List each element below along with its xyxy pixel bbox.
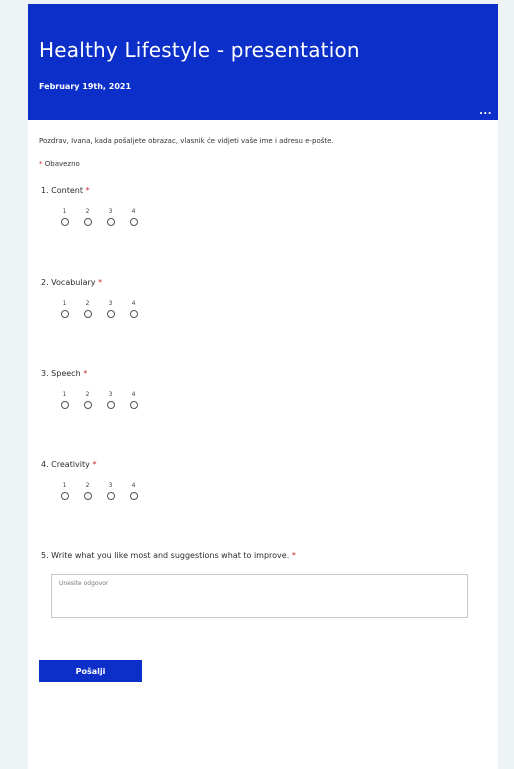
rating-label: 1 <box>62 208 67 215</box>
question-title <box>41 551 296 560</box>
rating-radio[interactable] <box>61 401 69 409</box>
rating-radio[interactable] <box>84 218 92 226</box>
question-title <box>41 278 145 287</box>
question-title-text: 1. Content <box>41 186 83 195</box>
question-title-text: 2. Vocabulary <box>41 278 96 287</box>
rating-label: 3 <box>108 482 113 489</box>
rating-label: 4 <box>131 208 136 215</box>
rating-option[interactable] <box>122 208 145 226</box>
rating-radio[interactable] <box>107 492 115 500</box>
rating-radio[interactable] <box>130 492 138 500</box>
question-vocabulary <box>41 278 145 318</box>
intro-text: Pozdrav, Ivana, kada pošaljete obrazac, vlasnik će vidjeti vaše ime i adresu e-pošte. <box>39 137 334 145</box>
question-content <box>41 186 145 226</box>
rating-option[interactable] <box>76 300 99 318</box>
rating-radio[interactable] <box>130 310 138 318</box>
form-header <box>28 4 498 120</box>
required-star: * <box>39 160 43 168</box>
rating-scale <box>53 482 145 500</box>
question-title-text: 4. Creativity <box>41 460 90 469</box>
rating-option[interactable] <box>99 391 122 409</box>
required-star: * <box>291 551 296 560</box>
rating-radio[interactable] <box>107 310 115 318</box>
form-card <box>28 4 498 769</box>
rating-option[interactable] <box>76 208 99 226</box>
required-note-label: Obavezno <box>44 160 80 168</box>
rating-option[interactable] <box>76 482 99 500</box>
rating-option[interactable] <box>53 482 76 500</box>
rating-label: 4 <box>131 300 136 307</box>
question-feedback <box>41 551 296 560</box>
rating-option[interactable] <box>76 391 99 409</box>
rating-radio[interactable] <box>107 218 115 226</box>
rating-scale <box>53 391 145 409</box>
rating-option[interactable] <box>122 391 145 409</box>
rating-radio[interactable] <box>61 218 69 226</box>
question-title <box>41 186 145 195</box>
rating-label: 1 <box>62 300 67 307</box>
rating-option[interactable] <box>99 300 122 318</box>
submit-button[interactable]: Pošalji <box>39 660 142 682</box>
question-title-text: 5. Write what you like most and suggestions what to improve. <box>41 551 290 560</box>
rating-option[interactable] <box>99 482 122 500</box>
feedback-input[interactable] <box>51 574 468 618</box>
question-creativity <box>41 460 145 500</box>
rating-option[interactable] <box>53 391 76 409</box>
more-options-icon[interactable]: ... <box>479 106 492 117</box>
required-note <box>39 160 80 168</box>
required-star: * <box>98 278 103 287</box>
rating-option[interactable] <box>53 300 76 318</box>
rating-radio[interactable] <box>130 218 138 226</box>
rating-option[interactable] <box>53 208 76 226</box>
rating-radio[interactable] <box>84 401 92 409</box>
question-title-text: 3. Speech <box>41 369 81 378</box>
form-title: Healthy Lifestyle - presentation <box>39 38 360 62</box>
rating-label: 2 <box>85 482 90 489</box>
form-date: February 19th, 2021 <box>39 82 132 91</box>
rating-label: 3 <box>108 208 113 215</box>
rating-radio[interactable] <box>61 492 69 500</box>
rating-radio[interactable] <box>61 310 69 318</box>
required-star: * <box>85 186 90 195</box>
rating-radio[interactable] <box>84 492 92 500</box>
rating-label: 1 <box>62 482 67 489</box>
question-speech <box>41 369 145 409</box>
rating-label: 3 <box>108 300 113 307</box>
rating-radio[interactable] <box>107 401 115 409</box>
rating-option[interactable] <box>99 208 122 226</box>
question-title <box>41 369 145 378</box>
rating-scale <box>53 208 145 226</box>
rating-label: 2 <box>85 208 90 215</box>
rating-scale <box>53 300 145 318</box>
rating-label: 2 <box>85 300 90 307</box>
rating-option[interactable] <box>122 300 145 318</box>
rating-label: 2 <box>85 391 90 398</box>
question-title <box>41 460 145 469</box>
rating-label: 1 <box>62 391 67 398</box>
rating-radio[interactable] <box>130 401 138 409</box>
required-star: * <box>83 369 88 378</box>
required-star: * <box>92 460 97 469</box>
rating-option[interactable] <box>122 482 145 500</box>
rating-label: 4 <box>131 391 136 398</box>
rating-label: 4 <box>131 482 136 489</box>
rating-label: 3 <box>108 391 113 398</box>
rating-radio[interactable] <box>84 310 92 318</box>
